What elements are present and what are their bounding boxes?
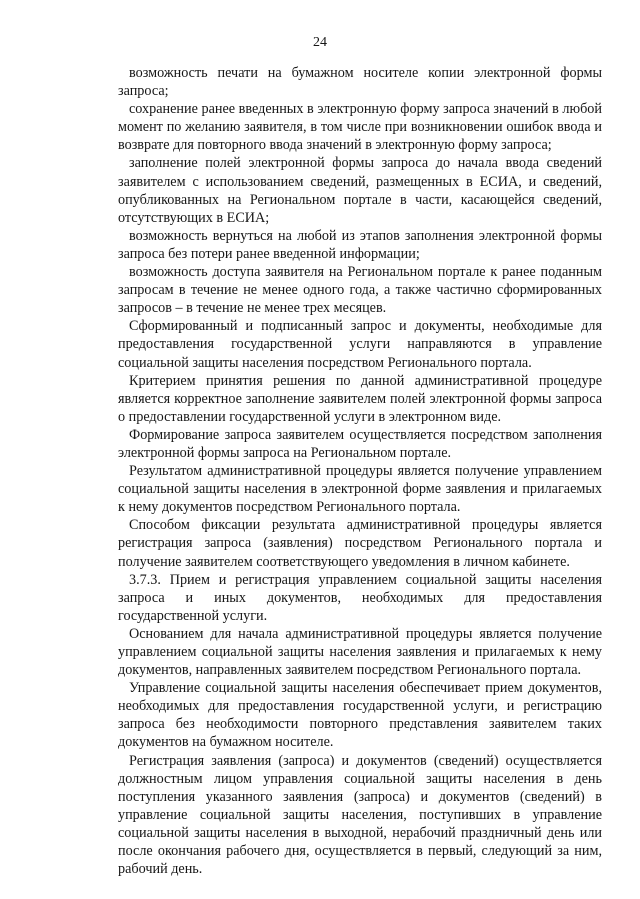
section-heading-3-7-3: 3.7.3. Прием и регистрация управлением социальной защиты населения запроса и иных документов, необходимых для предоставления государственной услуги.	[118, 571, 602, 624]
paragraph: Управление социальной защиты населения обеспечивает прием документов, необходимых для предоставления государственной услуги, и регистрацию запроса без необходимости повторного представления заявителем таких документов на бумажном носителе.	[118, 680, 602, 751]
paragraph: возможность доступа заявителя на Региональном портале к ранее поданным запросам в течение не менее одного года, а также частично сформированных запросов – в течение не менее трех месяцев.	[118, 264, 602, 317]
page-number: 24	[313, 35, 327, 50]
paragraph: Критерием принятия решения по данной административной процедуре является корректное заполнение заявителем полей электронной формы запроса о предоставлении государственной услуги в электронном виде.	[118, 372, 602, 425]
paragraph: Способом фиксации результата административной процедуры является регистрация запроса (заявления) посредством Регионального портала и получение заявителем соответствующего уведомления в личном кабинете.	[118, 517, 602, 570]
paragraph: Основанием для начала административной процедуры является получение управлением социальной защиты населения заявления и прилагаемых к нему документов, направленных заявителем посредством Регионального портала.	[118, 625, 602, 679]
paragraph: заполнение полей электронной формы запроса до начала ввода сведений заявителем с использованием сведений, размещенных в ЕСИА, и сведений, опубликованных на Региональном портале в части, касающейся сведений, отсутствующих в ЕСИА;	[118, 155, 602, 226]
paragraph: возможность печати на бумажном носителе копии электронной формы запроса;	[118, 65, 602, 100]
document-body	[118, 64, 602, 878]
paragraph: Результатом административной процедуры является получение управлением социальной защиты населения в электронной форме заявления и прилагаемых к нему документов посредством Регионального портала.	[118, 463, 602, 516]
paragraph: сохранение ранее введенных в электронную форму запроса значений в любой момент по желанию заявителя, в том числе при возникновении ошибок ввода и возврате для повторного ввода значений в электронную форму запроса;	[118, 101, 602, 154]
paragraph: Сформированный и подписанный запрос и документы, необходимые для предоставления государственной услуги направляются в управление социальной защиты населения посредством Регионального портала.	[118, 318, 602, 371]
paragraph: Формирование запроса заявителем осуществляется посредством заполнения электронной формы запроса на Региональном портале.	[118, 426, 602, 461]
paragraph: возможность вернуться на любой из этапов заполнения электронной формы запроса без потери ранее введенной информации;	[118, 227, 602, 262]
paragraph: Регистрация заявления (запроса) и документов (сведений) осуществляется должностным лицом управления социальной защиты населения в день поступления указанного заявления (запроса) и документов (сведений) в управление социальной защиты населения, поступивших в управление социальной защиты населения в выходной, нерабочий праздничный день или после окончания рабочего дня, осуществляется в первый, следующий за ним, рабочий день.	[118, 752, 602, 878]
